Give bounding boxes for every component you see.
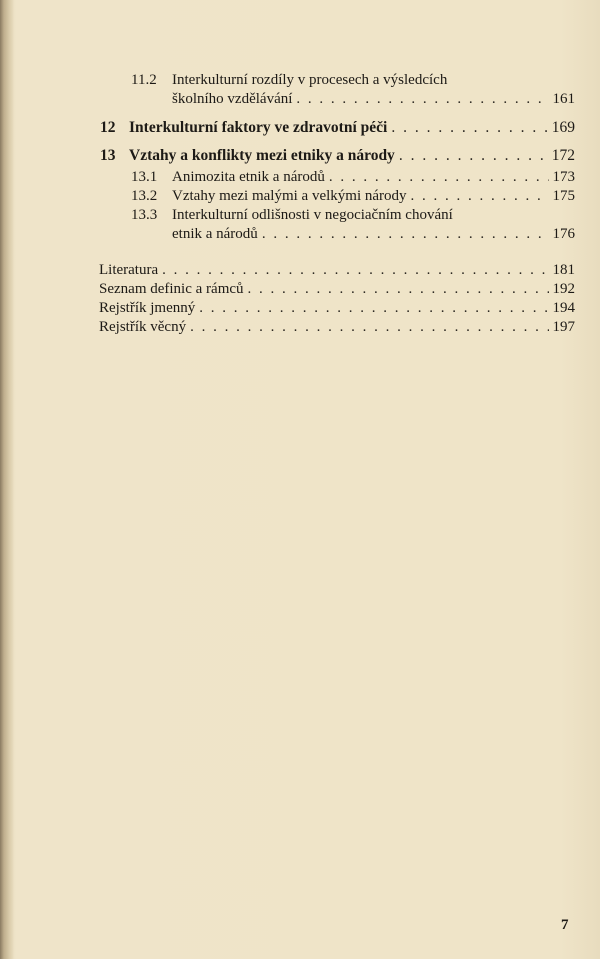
toc-entry-13-2-page: 175 — [552, 188, 575, 204]
toc-entry-13 — [100, 146, 575, 165]
toc-entry-rejstrik-jmenny — [99, 299, 575, 318]
toc-entry-12-title: Interkulturní faktory ve zdravotní péči — [129, 119, 388, 136]
toc-entry-11-2-page: 161 — [552, 91, 575, 107]
toc-entry-rejstrik-jmenny-title: Rejstřík jmenný — [99, 300, 196, 316]
toc-entry-rejstrik-vecny-page: 197 — [552, 319, 575, 335]
dot-leader — [248, 280, 549, 299]
dot-leader — [329, 168, 549, 187]
toc-entry-11-2-title-line2: školního vzdělávání — [172, 91, 293, 107]
toc-entry-literatura-title: Literatura — [99, 262, 159, 278]
dot-leader — [399, 146, 548, 165]
toc-entry-11-2 — [172, 90, 575, 109]
toc-entry-13-title: Vztahy a konflikty mezi etniky a národy — [129, 147, 395, 164]
toc-entry-literatura-page: 181 — [552, 262, 575, 278]
toc-entry-13-3-page: 176 — [552, 226, 575, 242]
toc-entry-seznam-definic-title: Seznam definic a rámců — [99, 281, 244, 297]
dot-leader — [190, 318, 548, 337]
toc-entry-13-2-title: Vztahy mezi malými a velkými národy — [172, 188, 407, 204]
toc-entry-13-page: 172 — [551, 147, 575, 164]
toc-entry-seznam-definic — [99, 280, 575, 299]
page-number: 7 — [561, 917, 569, 933]
toc-entry-13-3-title-line2: etnik a národů — [172, 226, 258, 242]
toc-entry-12-number: 12 — [100, 119, 116, 136]
page-spine-shadow — [0, 0, 14, 959]
toc-entry-13-3 — [172, 225, 575, 244]
toc-entry-11-2-number: 11.2 — [131, 72, 157, 88]
dot-leader — [391, 118, 547, 137]
toc-entry-13-1-page: 173 — [552, 169, 575, 185]
dot-leader — [296, 90, 548, 109]
dot-leader — [262, 225, 549, 244]
toc-entry-13-1-number: 13.1 — [131, 169, 158, 185]
toc-entry-13-1 — [131, 168, 575, 187]
dot-leader — [199, 299, 548, 318]
toc-entry-13-number: 13 — [100, 147, 116, 164]
toc-entry-13-1-title: Animozita etnik a národů — [172, 169, 325, 185]
toc-entry-rejstrik-vecny — [99, 318, 575, 337]
toc-entry-13-2-number: 13.2 — [131, 188, 158, 204]
toc-entry-rejstrik-jmenny-page: 194 — [552, 300, 575, 316]
toc-entry-literatura — [99, 261, 575, 280]
toc-entry-12-page: 169 — [551, 119, 575, 136]
toc-entry-11-2-title-line1: Interkulturní rozdíly v procesech a výsledcích — [172, 72, 448, 88]
toc-entry-seznam-definic-page: 192 — [552, 281, 575, 297]
toc-entry-13-3-number: 13.3 — [131, 207, 158, 223]
toc-entry-13-2 — [131, 187, 575, 206]
dot-leader — [162, 261, 548, 280]
toc-entry-12 — [100, 118, 575, 137]
toc-entry-13-3-title-line1: Interkulturní odlišnosti v negociačním chování — [172, 207, 453, 223]
dot-leader — [411, 187, 549, 206]
toc-entry-rejstrik-vecny-title: Rejstřík věcný — [99, 319, 187, 335]
